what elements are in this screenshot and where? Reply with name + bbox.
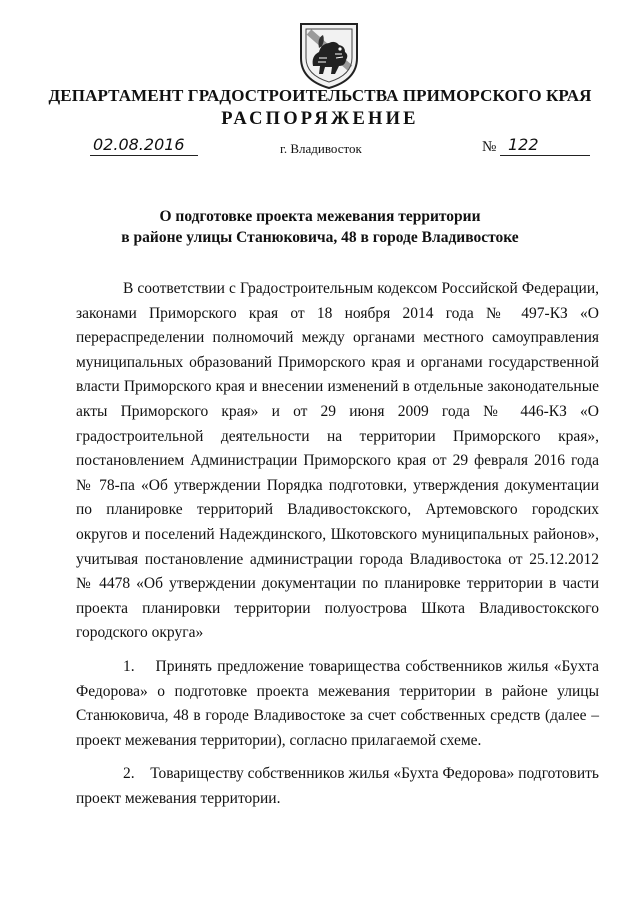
title-line-1: О подготовке проекта межевания территории	[159, 208, 481, 225]
department-name: ДЕПАРТАМЕНТ ГРАДОСТРОИТЕЛЬСТВА ПРИМОРСКОГО КРАЯ	[48, 86, 592, 105]
item-1-paragraph: 1. Принять предложение товарищества собственников жилья «Бухта Федорова» о подготовке проекта межевания территории в районе улицы Станюковича, 48 в городе Владивостоке за счет собственных средств (далее – проект межевания территории), согласно прилагаемой схеме.	[76, 657, 599, 749]
preamble-paragraph: В соответствии с Градостроительным кодексом Российской Федерации, законами Приморского края от 18 ноября 2014 года № 497-КЗ «О перераспределении полномочий между органами местного самоуправления муниципальных образований Приморского края и органами государственной власти Приморского края и внесении изменений в отдельные законодательные акты Приморского края» и от 29 июня 2009 года № 446-КЗ «О градостроительной деятельности на территории Приморского края», постановлением Администрации Приморского края от 29 февраля 2016 года № 78-па «Об утверждении Порядка подготовки, утверждения документации по планировке территорий Владивостокского, Артемовского городских округов и поселений Надеждинского, Шкотовского муниципальных районов», учитывая постановление администрации города Владивостока от 25.12.2012 № 4478 «Об утверждении документации по планировке территории в части проекта планировки территории полуострова Шкота Владивостокского городского округа»	[76, 280, 599, 642]
document-body	[76, 277, 599, 811]
coat-of-arms-emblem	[295, 18, 363, 90]
document-title	[0, 206, 640, 248]
document-type: РАСПОРЯЖЕНИЕ	[221, 109, 419, 129]
item-2-paragraph: 2. Товариществу собственников жилья «Бухта Федорова» подготовить проект межевания территории.	[76, 765, 599, 807]
document-city: г. Владивосток	[280, 141, 362, 156]
document-date: 02.08.2016	[90, 135, 198, 156]
document-number: 122	[500, 135, 590, 156]
title-line-2: в районе улицы Станюковича, 48 в городе Владивостоке	[121, 229, 519, 246]
number-label: №	[482, 139, 497, 155]
